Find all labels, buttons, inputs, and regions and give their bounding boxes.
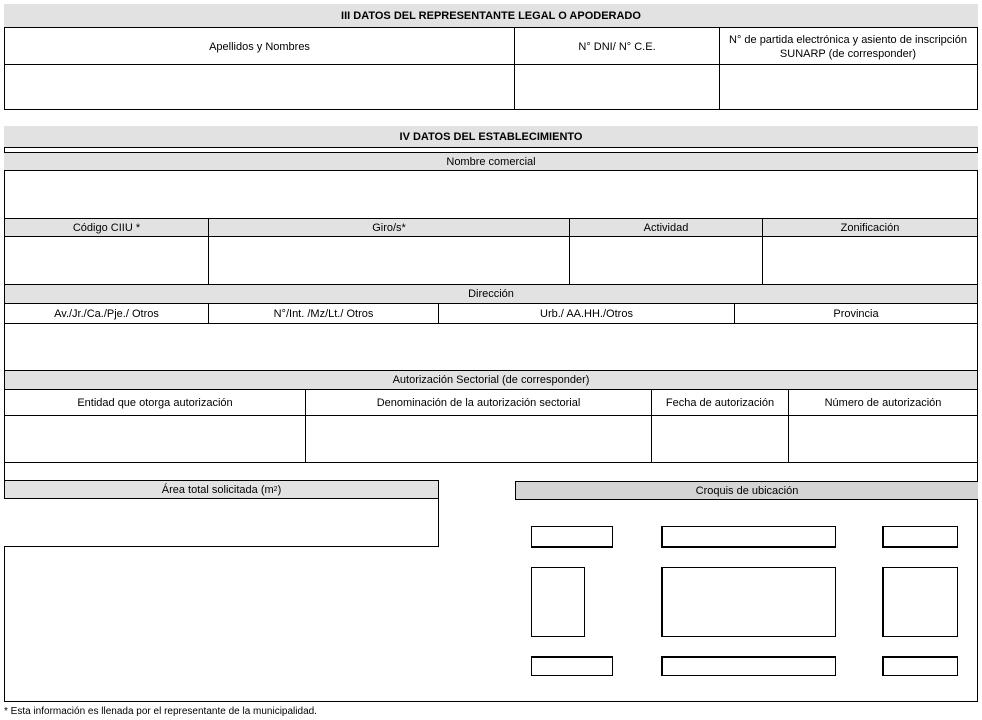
label-zonificacion: Zonificación xyxy=(762,218,978,237)
input-area-total[interactable] xyxy=(4,498,439,547)
input-ciiu[interactable] xyxy=(5,237,208,284)
croquis-block-top-center xyxy=(661,526,836,548)
label-actividad: Actividad xyxy=(569,218,763,237)
input-dni[interactable] xyxy=(515,65,719,109)
section-representante-title: III DATOS DEL REPRESENTANTE LEGAL O APODERADO xyxy=(4,4,978,28)
input-nombre-comercial[interactable] xyxy=(5,172,977,217)
section-establecimiento-title: IV DATOS DEL ESTABLECIMIENTO xyxy=(4,126,978,148)
input-direccion[interactable] xyxy=(5,324,977,370)
croquis-block-mid-left xyxy=(531,567,585,637)
label-ciiu: Código CIIU * xyxy=(4,218,209,237)
label-direccion: Dirección xyxy=(4,284,978,304)
label-fecha: Fecha de autorización xyxy=(665,397,775,409)
area-label-suffix: ) xyxy=(277,483,282,496)
col-apellidos-nombres: Apellidos y Nombres xyxy=(209,40,310,53)
input-fecha[interactable] xyxy=(652,416,788,462)
label-numero: N°/Int. /Mz/Lt./ Otros xyxy=(273,307,374,320)
label-croquis: Croquis de ubicación xyxy=(515,481,978,500)
croquis-block-bot-right xyxy=(882,656,958,676)
label-giro: Giro/s* xyxy=(208,218,570,237)
label-numero-autorizacion: Número de autorización xyxy=(824,397,942,409)
croquis-block-bot-left xyxy=(531,656,613,676)
croquis-block-bot-center xyxy=(661,656,836,676)
label-via: Av./Jr./Ca./Pje./ Otros xyxy=(54,307,159,320)
col-sunarp: N° de partida electrónica y asiento de inscripción SUNARP (de corresponder) xyxy=(729,33,967,60)
label-nombre-comercial: Nombre comercial xyxy=(4,152,978,171)
croquis-area[interactable] xyxy=(516,501,977,701)
input-numero-autorizacion[interactable] xyxy=(789,416,977,462)
input-giro[interactable] xyxy=(209,237,569,284)
croquis-block-top-right xyxy=(882,526,958,548)
input-zonificacion[interactable] xyxy=(763,237,977,284)
area-label-prefix: Área total solicitada (m xyxy=(161,483,274,496)
input-apellidos-nombres[interactable] xyxy=(5,65,514,109)
input-entidad[interactable] xyxy=(5,416,305,462)
croquis-block-top-left xyxy=(531,526,613,548)
label-provincia: Provincia xyxy=(833,307,879,320)
label-area-total xyxy=(4,480,439,499)
label-urb: Urb./ AA.HH./Otros xyxy=(540,307,633,320)
input-actividad[interactable] xyxy=(570,237,762,284)
label-entidad: Entidad que otorga autorización xyxy=(77,397,233,409)
croquis-block-mid-right xyxy=(882,567,958,637)
area-label-sup: 2 xyxy=(273,486,278,493)
footnote: * Esta información es llenada por el representante de la municipalidad. xyxy=(4,706,317,717)
label-denominacion: Denominación de la autorización sectorial xyxy=(376,397,581,409)
croquis-block-mid-center xyxy=(661,567,836,637)
input-denominacion[interactable] xyxy=(306,416,651,462)
input-sunarp[interactable] xyxy=(720,65,977,109)
label-autorizacion: Autorización Sectorial (de corresponder) xyxy=(4,370,978,390)
col-dni: N° DNI/ N° C.E. xyxy=(578,40,656,53)
